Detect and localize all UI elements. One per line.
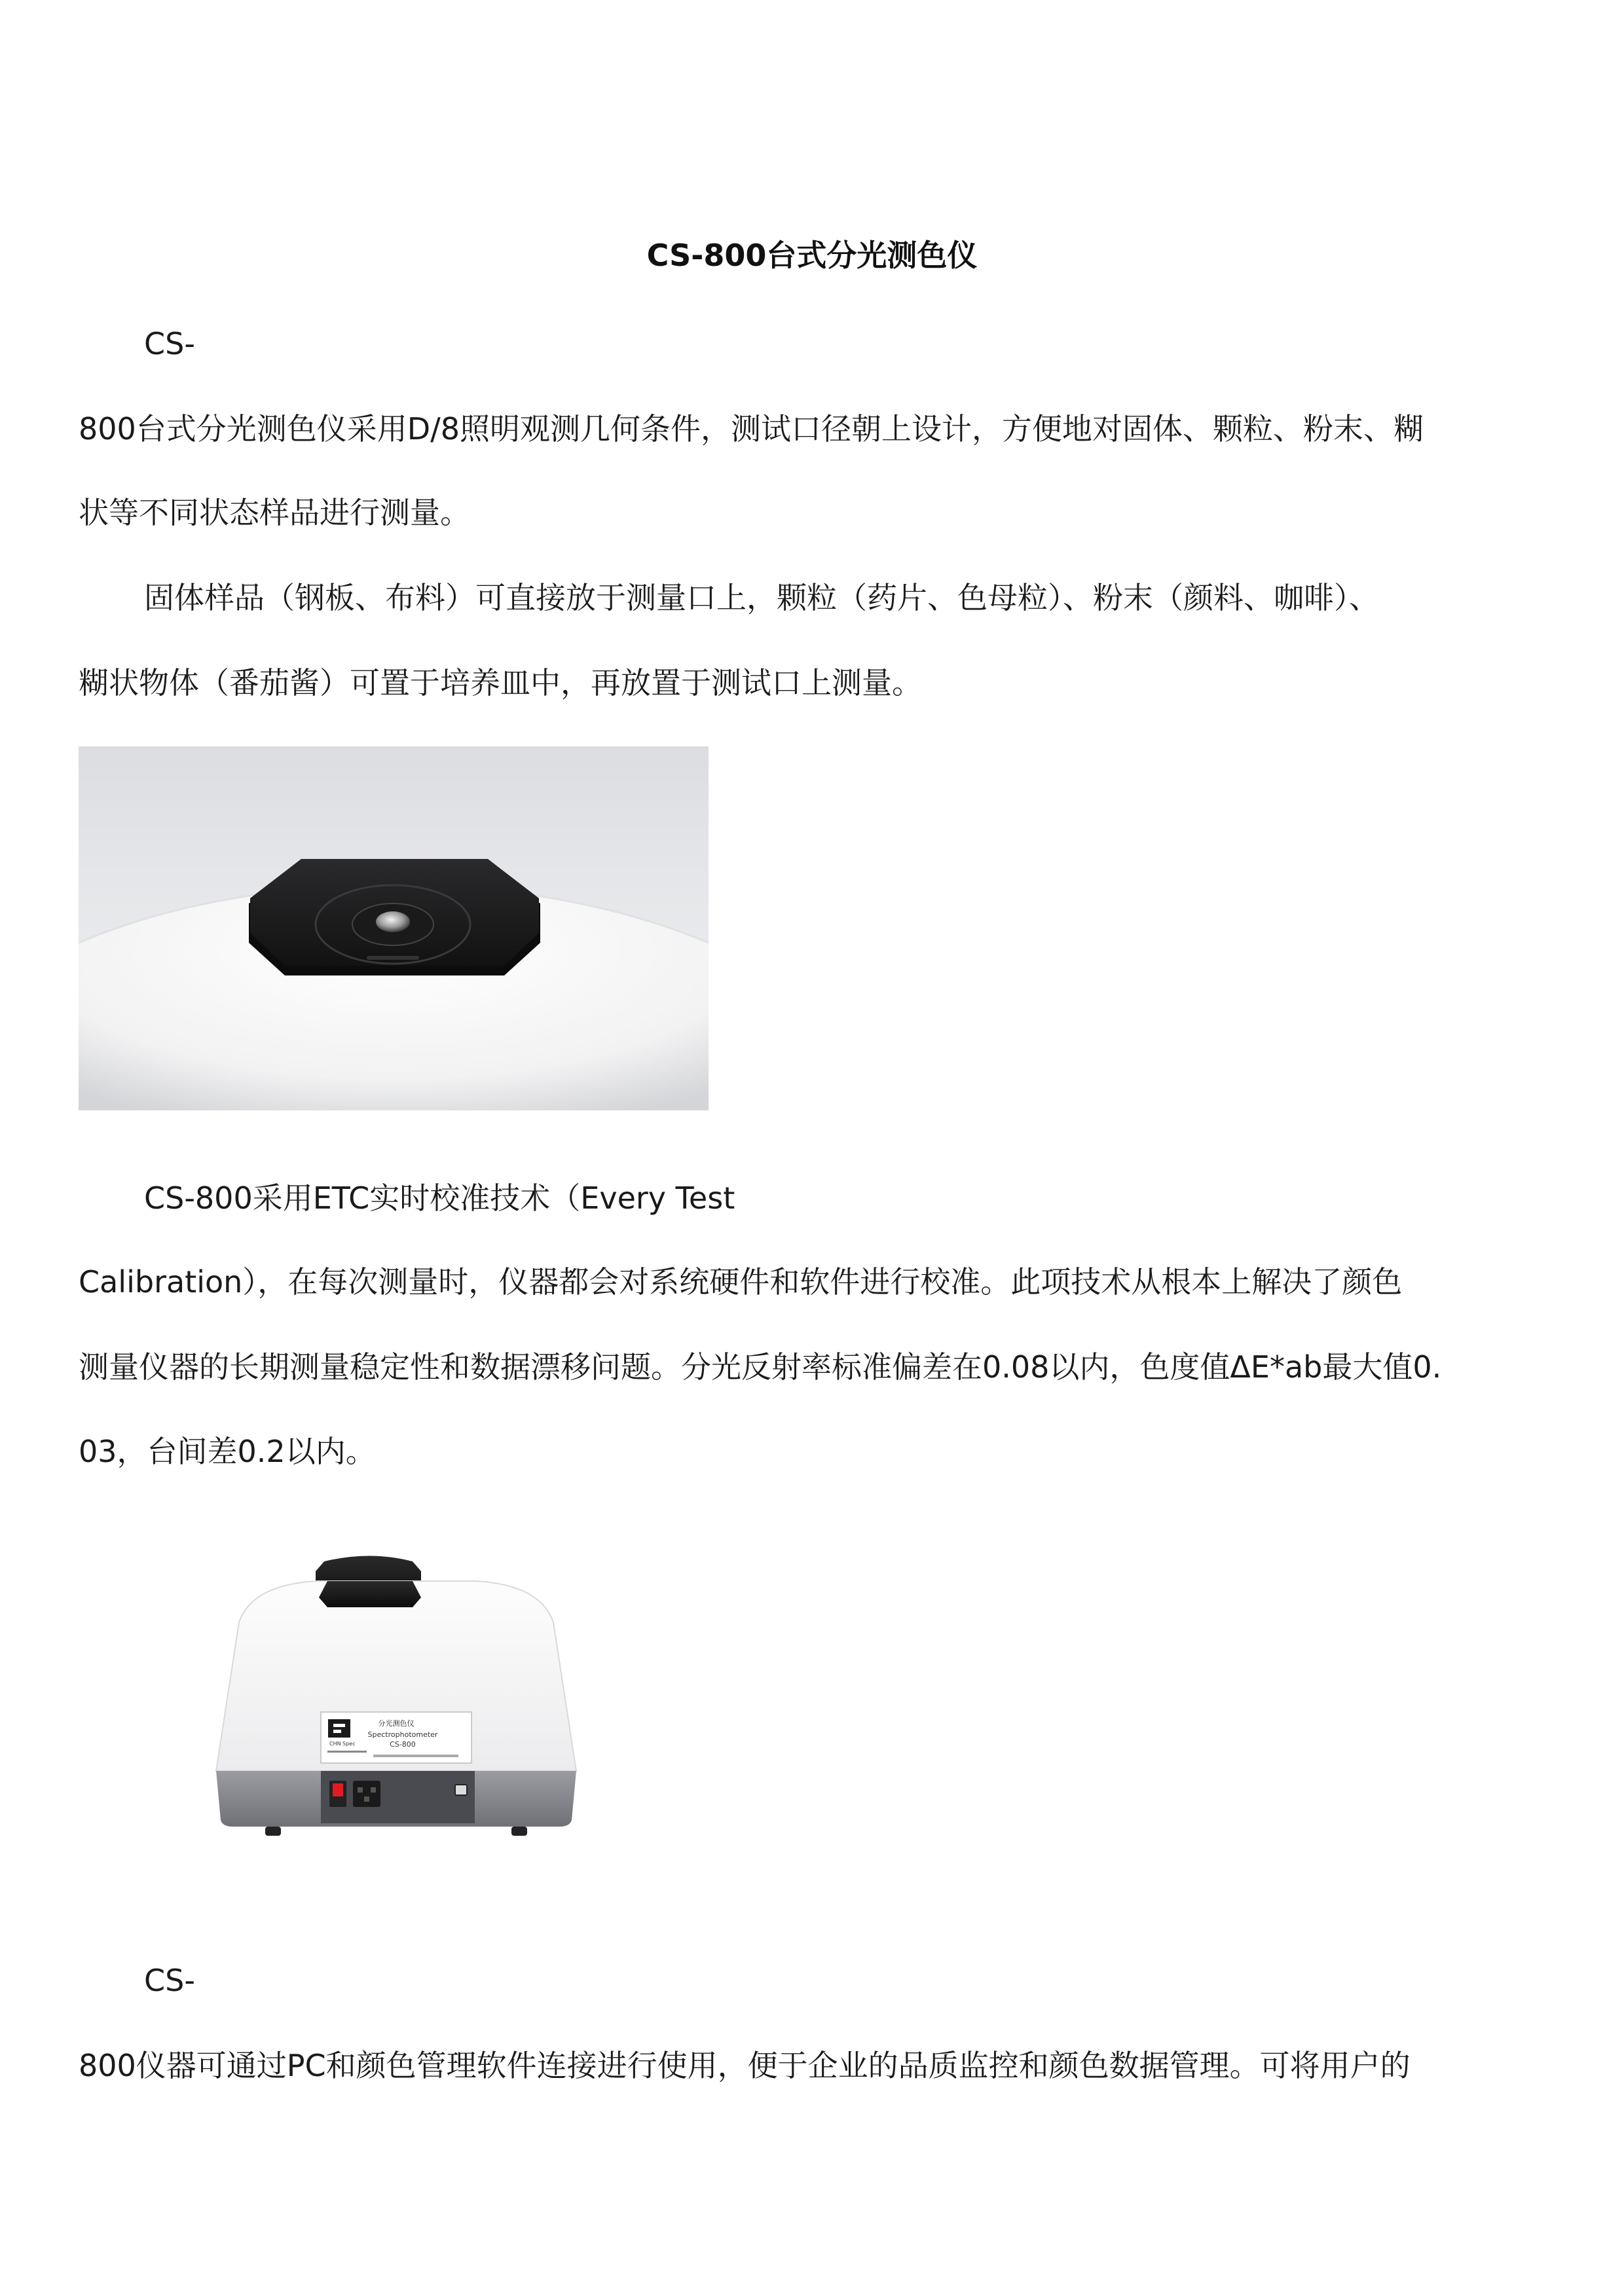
instrument-rear-photo xyxy=(200,1545,593,1846)
document-title: CS-800台式分光测色仪 xyxy=(646,238,978,273)
label-name-en: Spectrophotometer xyxy=(367,1730,438,1739)
paragraph-4-line-2: 800仪器可通过PC和颜色管理软件连接进行使用，便于企业的品质监控和颜色数据管理。可将用户的 xyxy=(79,2048,1411,2083)
paragraph-2-line-2: 糊状物体（番茄酱）可置于培养皿中，再放置于测试口上测量。 xyxy=(79,665,922,701)
paragraph-4-line-1: CS- xyxy=(144,1963,195,1998)
paragraph-3-line-2: Calibration），在每次测量时，仪器都会对系统硬件和软件进行校准。此项技术从根本上解决了颜色 xyxy=(79,1264,1403,1300)
sample-port-photo xyxy=(79,746,709,1110)
label-name-cn: 分光测色仪 xyxy=(378,1719,415,1728)
label-brand: CHN Spec xyxy=(329,1741,356,1747)
paragraph-1-line-2: 800台式分光测色仪采用D/8照明观测几何条件，测试口径朝上设计，方便地对固体、颗粒、粉末、糊 xyxy=(79,411,1424,446)
paragraph-3-line-1: CS-800采用ETC实时校准技术（Every Test xyxy=(144,1180,735,1216)
paragraph-3-line-4: 03，台间差0.2以内。 xyxy=(79,1434,376,1469)
paragraph-3-line-3: 测量仪器的长期测量稳定性和数据漂移问题。分光反射率标准偏差在0.08以内，色度值ΔE*ab最大值0. xyxy=(79,1349,1442,1385)
paragraph-1-line-3: 状等不同状态样品进行测量。 xyxy=(79,495,470,530)
label-model: CS-800 xyxy=(390,1740,416,1749)
paragraph-2-line-1: 固体样品（钢板、布料）可直接放于测量口上，颗粒（药片、色母粒）、粉末（颜料、咖啡）、 xyxy=(144,580,1379,615)
paragraph-1-line-1: CS- xyxy=(144,326,195,361)
